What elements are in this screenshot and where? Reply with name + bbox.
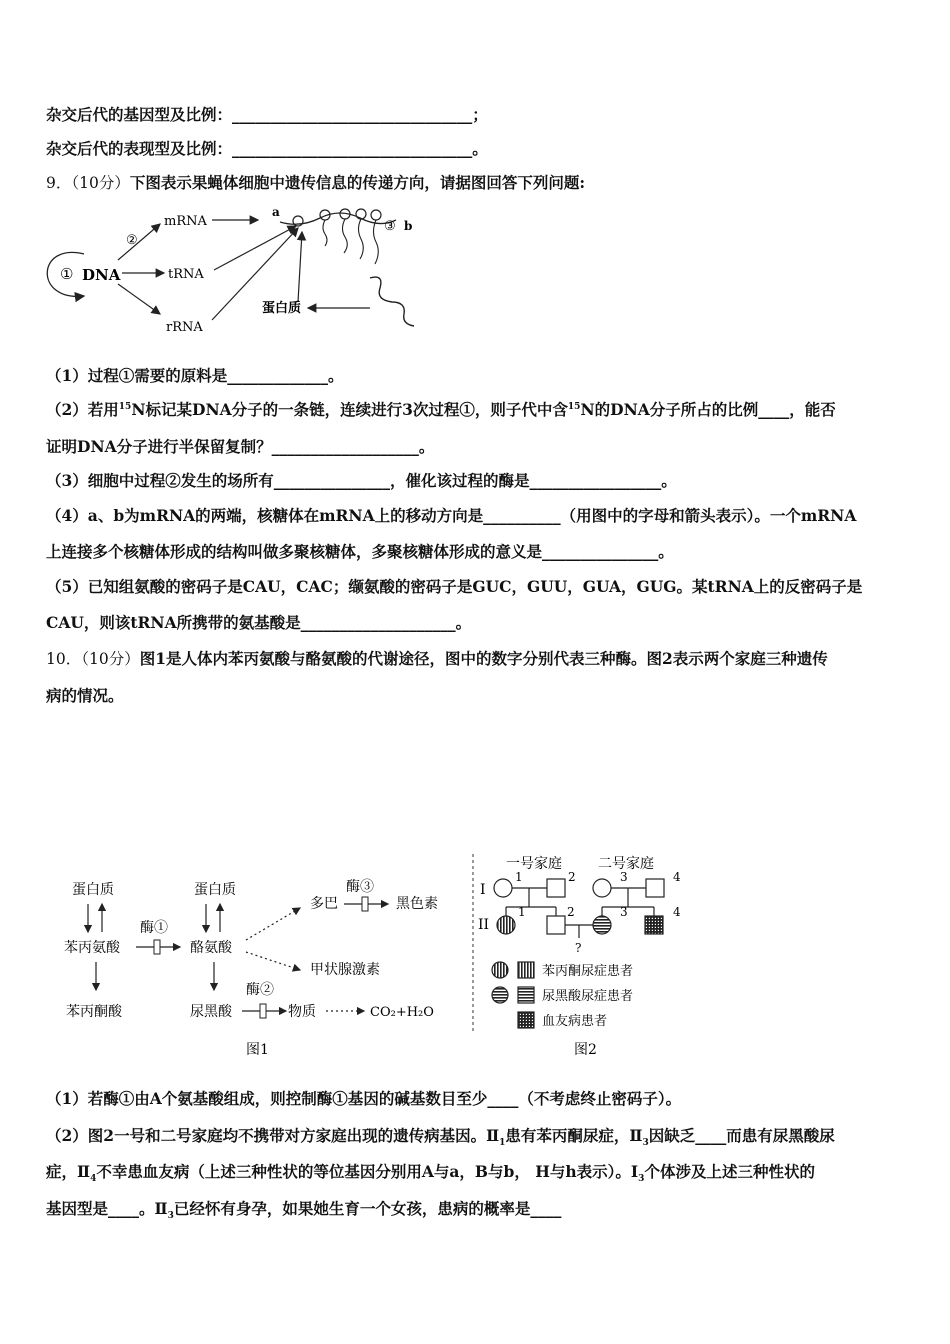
q9-2-pre: （2）若用 (46, 400, 119, 419)
enzyme-2-block (260, 1004, 266, 1018)
question-9-number: 9．（10分） (46, 174, 130, 192)
question-9-3: （3）细胞中过程②发生的场所有_______________，催化该过程的酶是_________________。 (46, 471, 677, 490)
question-9-text: 下图表示果蝇体细胞中遗传信息的传递方向，请据图回答下列问题: (129, 173, 586, 192)
question-10-text-line2: 病的情况。 (46, 686, 124, 705)
male-ii4-affected (645, 916, 663, 934)
dna-label: DNA (82, 266, 121, 284)
enzyme-3-block (362, 897, 368, 911)
homogentisic-acid-label: 尿黑酸 (190, 1004, 232, 1020)
legend-female-pku (492, 962, 508, 978)
figure-2-caption: 图2 (574, 1042, 597, 1058)
co2-water-label: CO₂+H₂O (370, 1005, 434, 1020)
answer-line-genotype: 杂交后代的基因型及比例：_______________________________； (46, 105, 488, 124)
pedigree-figure (470, 850, 720, 1060)
generation-2-label: II (478, 917, 490, 933)
female-ii3-affected (593, 916, 611, 934)
protein-right-label: 蛋白质 (194, 882, 236, 898)
legend-pku-label: 苯丙酮尿症患者 (542, 964, 634, 979)
legend-alkaptonuria-label: 尿黑酸尿症患者 (542, 989, 634, 1004)
number-4: 4 (673, 870, 681, 884)
circle-2-label: ② (126, 233, 138, 248)
generation-1-label: I (480, 882, 486, 898)
number-1: 1 (515, 870, 523, 884)
gene-expression-figure (40, 198, 420, 338)
family-2-title: 二号家庭 (598, 856, 654, 872)
trna-label: tRNA (168, 267, 204, 282)
arrow-to-thyroid (246, 952, 300, 970)
dopa-label: 多巴 (310, 896, 338, 912)
q10-2c-post: 已经怀有身孕，如果她生育一个女孩，患病的概率是____ (173, 1199, 562, 1218)
question-9-4-line2: 上连接多个核糖体形成的结构叫做多聚核糖体，多聚核糖体形成的意义是_______________。 (46, 542, 674, 561)
circle-3-label: ③ (384, 219, 396, 234)
q10-2c-sub1: 3 (167, 1211, 174, 1222)
q10-2a-mid: 患有苯丙酮尿症，Ⅱ (505, 1126, 643, 1145)
number-3: 3 (620, 905, 628, 919)
q9-2-post: N的DNA分子所占的比例____，能否 (580, 400, 836, 419)
number-4: 4 (673, 905, 681, 919)
phenylalanine-label: 苯丙氨酸 (64, 940, 120, 956)
question-10-2-line1 (46, 1124, 835, 1148)
arrow-protein-ribosome (298, 232, 302, 302)
melanin-label: 黑色素 (396, 896, 438, 912)
q9-2-sup1: 15 (118, 401, 132, 412)
question-9-4-line1: （4）a、b为mRNA的两端，核糖体在mRNA上的移动方向是__________（用图中的字母和箭头表示）。一个mRNA (46, 506, 857, 525)
thyroid-hormone-label: 甲状腺激素 (310, 962, 380, 978)
q10-2a-post: 因缺乏____而患有尿黑酸尿 (648, 1126, 835, 1145)
arrow-to-dopa (246, 908, 300, 940)
protein-label: 蛋白质 (262, 301, 302, 316)
ribosome (356, 209, 366, 219)
question-10-2-line2 (46, 1160, 815, 1184)
female-i1 (494, 879, 512, 897)
mrna-label: mRNA (164, 214, 207, 229)
question-10-text: 图1是人体内苯丙氨酸与酪氨酸的代谢途径，图中的数字分别代表三种酶。图2表示两个家庭三种遗传 (139, 649, 828, 668)
q9-2-sup2: 15 (567, 401, 581, 412)
legend-male-pku (518, 962, 534, 978)
unknown-child: ? (575, 941, 582, 955)
male-i2 (547, 879, 565, 897)
label-b: b (404, 219, 413, 233)
number-3: 3 (620, 870, 628, 884)
enzyme-1-block (154, 940, 160, 954)
question-10-number: 10．（10分） (46, 650, 140, 668)
q10-2b-pre: 症，Ⅱ (46, 1162, 91, 1181)
female-i3 (593, 879, 611, 897)
phenylpyruvate-label: 苯丙酮酸 (66, 1004, 122, 1020)
number-2: 2 (567, 905, 575, 919)
question-9-5-line1: （5）已知组氨酸的密码子是CAU，CAC；缬氨酸的密码子是GUC，GUU，GUA，GUG。某tRNA上的反密码子是 (46, 577, 863, 596)
peptide-chain (374, 220, 379, 264)
q10-2b-post: 个体涉及上述三种性状的 (644, 1162, 815, 1181)
q10-2a-sub2: 3 (642, 1138, 649, 1149)
substance-label: 物质 (288, 1004, 316, 1020)
peptide-chain (343, 219, 348, 253)
family-1-title: 一号家庭 (506, 856, 562, 872)
q9-2-mid: N标记某DNA分子的一条链，连续进行3次过程①，则子代中含 (131, 400, 568, 419)
ribosome (371, 210, 381, 220)
rrna-label: rRNA (166, 320, 203, 335)
question-9-2-line2: 证明DNA分子进行半保留复制？___________________。 (46, 437, 435, 456)
enzyme-2-label: 酶② (246, 982, 274, 998)
question-9-2-line1 (46, 398, 836, 420)
arrow-trna-ribosome (214, 226, 296, 270)
enzyme-3-label: 酶③ (346, 879, 374, 895)
question-10-header (46, 647, 828, 669)
number-1: 1 (518, 905, 526, 919)
male-i4 (646, 879, 664, 897)
q10-2b-sub2: 3 (638, 1174, 645, 1185)
arrow-dna-mrna (118, 224, 160, 260)
question-9-1: （1）过程①需要的原料是_____________。 (46, 366, 344, 385)
arrow-dna-rrna (118, 284, 160, 314)
label-a: a (272, 205, 280, 219)
question-9-5-line2: CAU，则该tRNA所携带的氨基酸是____________________。 (46, 613, 472, 632)
protein-left-label: 蛋白质 (72, 882, 114, 898)
circle-1-label: ① (60, 265, 74, 283)
q10-2c-pre: 基因型是____。Ⅱ (46, 1199, 168, 1218)
metabolic-pathway-figure (60, 870, 460, 1060)
legend-male-hemophilia (518, 1012, 534, 1028)
question-10-2-line3 (46, 1197, 561, 1221)
peptide-chain (359, 219, 364, 259)
legend-female-alkaptonuria (492, 987, 508, 1003)
answer-line-phenotype: 杂交后代的表现型及比例：_______________________________。 (46, 139, 488, 158)
legend-hemophilia-label: 血友病患者 (542, 1014, 608, 1029)
q10-2b-sub1: 4 (90, 1174, 97, 1185)
peptide-chain (323, 220, 327, 246)
question-9-header (46, 171, 585, 193)
q10-2a-sub1: 1 (499, 1138, 506, 1149)
tyrosine-label: 酪氨酸 (190, 940, 232, 956)
male-ii2 (547, 916, 565, 934)
legend-male-alkaptonuria (518, 987, 534, 1003)
q10-2a-pre: （2）图2一号和二号家庭均不携带对方家庭出现的遗传病基因。Ⅱ (46, 1126, 500, 1145)
number-2: 2 (568, 870, 576, 884)
enzyme-1-label: 酶① (140, 920, 168, 936)
figure-1-caption: 图1 (246, 1042, 269, 1058)
female-ii1-affected (497, 916, 515, 934)
q10-2b-mid: 不幸患血友病（上述三种性状的等位基因分别用A与a，B与b， H与h表示）。I (96, 1162, 639, 1181)
question-10-1: （1）若酶①由A个氨基酸组成，则控制酶①基因的碱基数目至少____（不考虑终止密码子）。 (46, 1089, 682, 1108)
protein-chain (370, 277, 414, 326)
